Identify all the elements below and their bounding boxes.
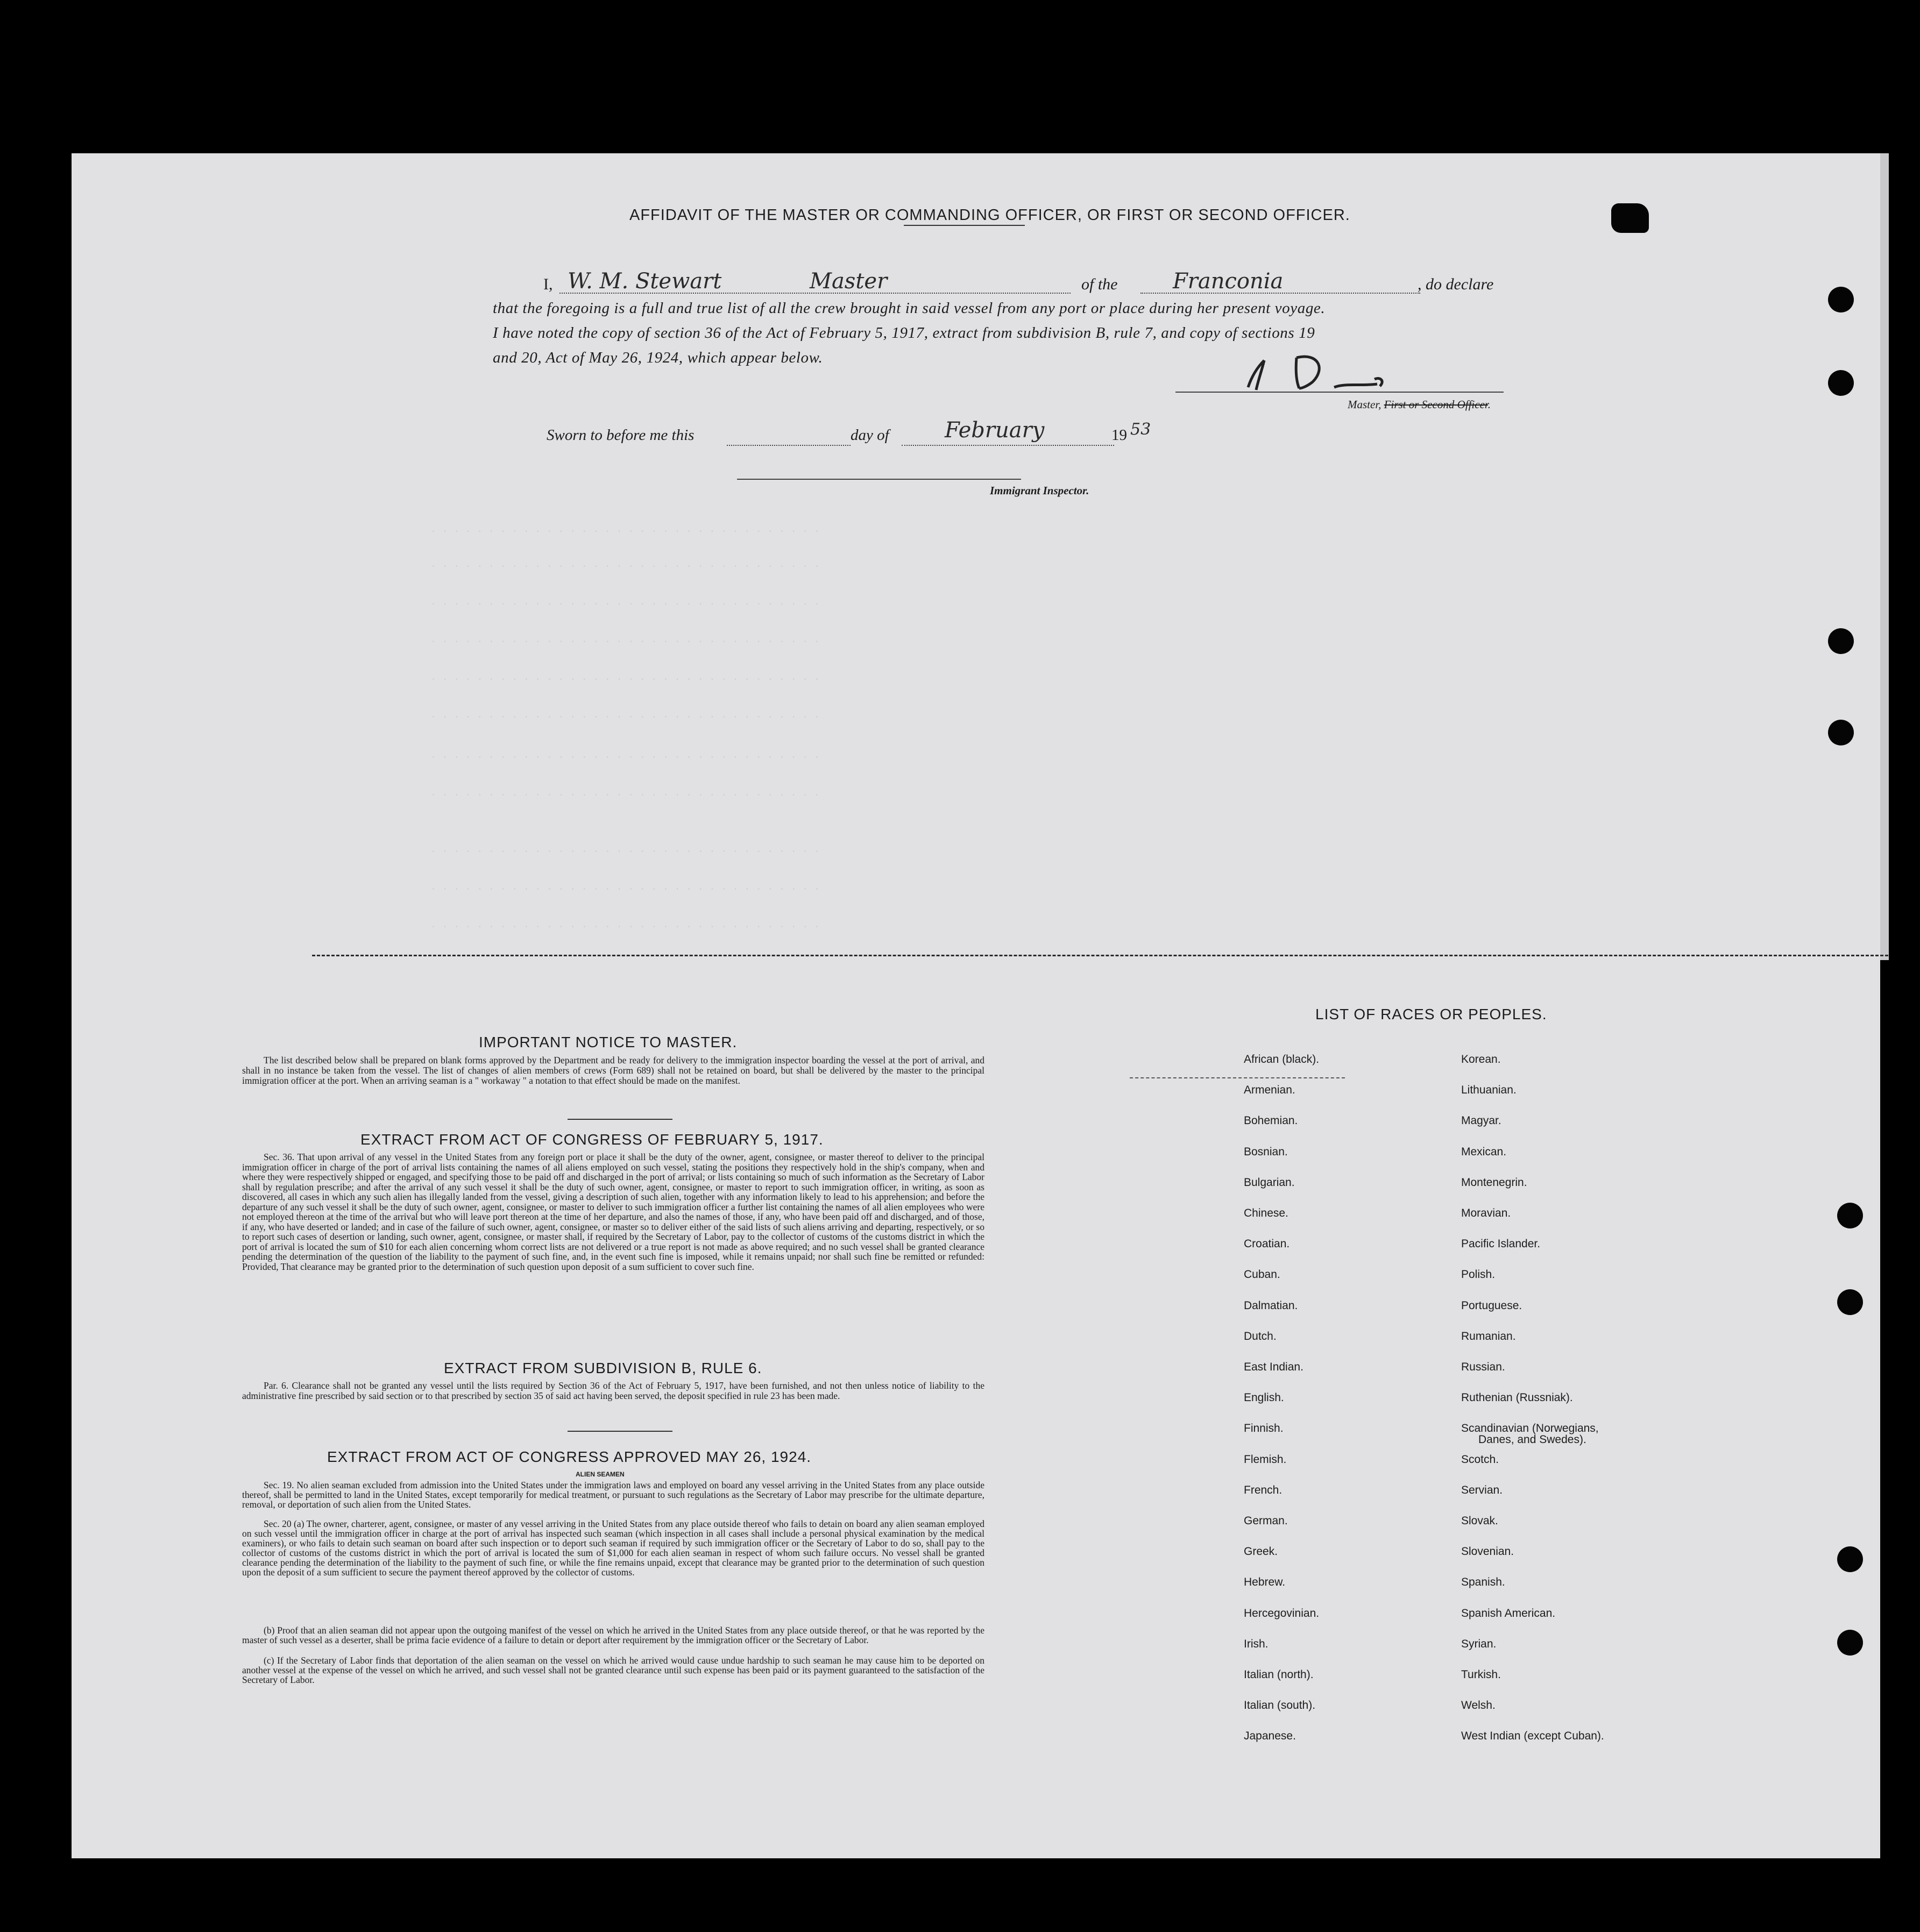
of-the-label: of the: [1081, 275, 1118, 293]
race-item: Lithuanian.: [1461, 1084, 1517, 1097]
punch-hole: [1837, 1630, 1863, 1656]
race-item: Pacific Islander.: [1461, 1238, 1541, 1251]
vessel-dotted-line: [1140, 293, 1420, 294]
bleed-through-row: . . . . . . . . . . . . . . . . . . . . . . . . . . . . . . . . . .: [430, 882, 820, 893]
fold-line: [312, 955, 1888, 957]
master-signature: [1232, 350, 1426, 398]
bleed-through-row: . . . . . . . . . . . . . . . . . . . . . . . . . . . . . . . . . .: [430, 559, 820, 570]
race-scandinavian-continued: Danes, and Swedes).: [1478, 1433, 1586, 1446]
bleed-through-row: . . . . . . . . . . . . . . . . . . . . . . . . . . . . . . . . . .: [430, 710, 820, 721]
sec-20c-body: (c) If the Secretary of Labor finds that deportation of the alien seaman on the vessel on which he arrived would cause undue hardship to such seaman he may cause him to be deported on another vessel at the expense of the vessel on which he arrived, and such vessel shall not be granted clearance until such expense has been paid or its payment guaranteed to the satisfaction of the Secretary of Labor.: [242, 1655, 984, 1685]
race-item: Rumanian.: [1461, 1330, 1516, 1343]
punch-hole: [1828, 628, 1854, 654]
bleed-through-row: . . . . . . . . . . . . . . . . . . . . . . . . . . . . . . . . . .: [430, 750, 820, 761]
punch-hole: [1828, 287, 1854, 312]
notice-title: IMPORTANT NOTICE TO MASTER.: [479, 1034, 738, 1050]
race-item: Servian.: [1461, 1483, 1503, 1496]
bleed-through-row: . . . . . . . . . . . . . . . . . . . . . . . . . . . . . . . . . .: [430, 920, 820, 931]
master-name: W. M. Stewart: [568, 269, 722, 294]
race-item: Bohemian.: [1244, 1114, 1298, 1127]
race-item: Bulgarian.: [1244, 1176, 1295, 1189]
affidavit-line2: that the foregoing is a full and true list of all the crew brought in said vessel from any port or place during her present voyage.: [493, 300, 1326, 317]
signature-line: [1175, 392, 1504, 393]
punch-hole: [1828, 370, 1854, 396]
affidavit-line3: I have noted the copy of section 36 of the Act of February 5, 1917, extract from subdivision B, rule 7, and copy of sections 19: [493, 324, 1315, 342]
sworn-line: [547, 418, 1192, 454]
race-item: Slovenian.: [1461, 1545, 1514, 1558]
race-item: French.: [1244, 1483, 1283, 1496]
sec-19-body: Sec. 19. No alien seaman excluded from admission into the United States under the immigration laws and employed on board any vessel arriving in the United States from any place outside thereof, shall be permitted to land in the United States, except temporarily for medical treatment, or pursuant to such regulations as the Secretary of Labor may prescribe for the ultimate departure, removal, or deportation of such alien from the United States.: [242, 1480, 984, 1510]
section-rule: [568, 1119, 672, 1120]
subdivision-b-body: Par. 6. Clearance shall not be granted any vessel until the lists required by Section 36 of the Act of February 5, 1917, have been furnished, and not then unless notice of liability to the administrative fine prescribed by said section or to that prescribed by section 35 of said act having been served, the deposit specified in rule 23 has been made.: [242, 1380, 984, 1401]
race-item: Croatian.: [1244, 1238, 1290, 1251]
race-item: Spanish American.: [1461, 1607, 1556, 1620]
race-item: Magyar.: [1461, 1114, 1501, 1127]
alien-seamen-subtitle: ALIEN SEAMEN: [576, 1471, 625, 1478]
race-item: Greek.: [1244, 1545, 1278, 1558]
inspector-label: Immigrant Inspector.: [990, 484, 1089, 497]
race-item: Spanish.: [1461, 1576, 1505, 1589]
affidavit-line4: and 20, Act of May 26, 1924, which appear below.: [493, 349, 823, 366]
race-item: Polish.: [1461, 1268, 1496, 1281]
sworn-day-dotted: [727, 445, 851, 446]
race-item: English.: [1244, 1391, 1284, 1404]
punch-hole: [1837, 1289, 1863, 1315]
race-item: Welsh.: [1461, 1699, 1496, 1712]
sworn-day-of: day of: [851, 427, 889, 444]
race-item: Slovak.: [1461, 1515, 1498, 1527]
sworn-month: February: [945, 418, 1045, 443]
race-item: Japanese.: [1244, 1730, 1296, 1743]
bleed-through-row: . . . . . . . . . . . . . . . . . . . . . . . . . . . . . . . . . .: [430, 672, 820, 683]
race-item: Turkish.: [1461, 1668, 1501, 1681]
manifest-page: [72, 153, 1880, 1858]
vessel-name: Franconia: [1173, 269, 1284, 294]
fold-line: [1130, 1077, 1345, 1078]
race-item: Dutch.: [1244, 1330, 1277, 1343]
bleed-through-row: . . . . . . . . . . . . . . . . . . . . . . . . . . . . . . . . . .: [430, 597, 820, 608]
race-item: Montenegrin.: [1461, 1176, 1527, 1189]
extract-1917-title: EXTRACT FROM ACT OF CONGRESS OF FEBRUARY 5, 1917.: [360, 1131, 824, 1148]
race-item: Scotch.: [1461, 1453, 1499, 1466]
signature-label-master: Master,: [1348, 398, 1381, 411]
sworn-year-prefix: 19: [1111, 427, 1127, 444]
race-item: Dalmatian.: [1244, 1299, 1298, 1312]
race-item: Hebrew.: [1244, 1576, 1286, 1589]
ink-blot: [1611, 203, 1649, 233]
race-item: Ruthenian (Russniak).: [1461, 1391, 1573, 1404]
signature-label-period: .: [1487, 398, 1491, 411]
page-edge: [1880, 153, 1889, 960]
sec-20b-body: (b) Proof that an alien seaman did not appear upon the outgoing manifest of the vessel on which he arrived in the United States from any place outside thereof, or that he was reported by the master of such vessel as a deserter, shall be prima facie evidence of a failure to detain or deport after requirement by the immigration officer or the Secretary of Labor.: [242, 1625, 984, 1645]
race-item: Russian.: [1461, 1361, 1505, 1373]
punch-hole: [1828, 720, 1854, 745]
race-item: Flemish.: [1244, 1453, 1287, 1466]
extract-1917-body: Sec. 36. That upon arrival of any vessel in the United States from any foreign port or place it shall be the duty of the owner, agent, consignee, or master thereof to deliver to the principal immigration officer in charge of the port of arrival lists containing the names of all aliens employed on such vessel, stating the positions they respectively hold in the ship's company, when and where they were respectively shipped or engaged, and specifying those to be paid off and discharged in the port of arrival; or lists containing so much of such information as the Secretary of Labor shall by regulation prescribe; and after the arrival of any such vessel it shall be the duty of such owner, agent, consignee, or master to report to such immigration officer, in writing, as soon as discovered, all cases in which any such alien has illegally landed from the vessel, giving a description of such alien, together with any information likely to lead to his apprehension; and before the departure of any such vessel it shall be the duty of such owner, agent, consignee, or master to deliver to such immigration officer a further list containing the names of all alien employees who were not employed thereon at the time of the arrival but who will leave port thereon at the time of her departure, and also the names of those, if any, who have been paid off and discharged, and of those, if any, who have deserted or landed; and in case of the failure of such owner, agent, consignee, or master so to deliver either of the said lists of such aliens arriving and departing, respectively, or so to report such cases of desertion or landing, such owner, agent, consignee, or master shall, if required by the Secretary of Labor, pay to the collector of customs of the customs district in which the port of arrival is located the sum of $10 for each alien concerning whom correct lists are not delivered or a true report is not made as above required; and no such vessel shall be granted clearance pending the determination of the question of the liability to the payment of such fine, and, in the event such fine is imposed, while it remains unpaid; nor shall such fine be remitted or refunded: Provided, That clearance may be granted prior to the determination of such question upon deposit of a sum sufficient to cover such fine.: [242, 1152, 984, 1272]
punch-hole: [1837, 1203, 1863, 1228]
race-item: Bosnian.: [1244, 1145, 1288, 1158]
declare-label: , do declare: [1418, 275, 1494, 293]
race-item: Finnish.: [1244, 1422, 1284, 1435]
signature-label: [1348, 398, 1491, 411]
sworn-prefix: Sworn to before me this: [547, 427, 695, 444]
race-item: Portuguese.: [1461, 1299, 1522, 1312]
notice-body: The list described below shall be prepared on blank forms approved by the Department and be ready for delivery to the immigration inspector boarding the vessel at the port of arrival, and shall in no instance be taken from the vessel. The list of changes of alien members of crews (Form 689) shall not be retained on board, but shall be delivered by the master to the principal immigration officer at the port. When an arriving seaman is a " workaway " a notation to that effect should be made on the manifest.: [242, 1055, 984, 1086]
race-item: Cuban.: [1244, 1268, 1280, 1281]
race-item: Syrian.: [1461, 1637, 1497, 1650]
races-title: LIST OF RACES OR PEOPLES.: [1315, 1006, 1547, 1022]
race-item: Hercegovinian.: [1244, 1607, 1320, 1620]
master-rank: Master: [810, 269, 888, 294]
subdivision-b-title: EXTRACT FROM SUBDIVISION B, RULE 6.: [444, 1360, 762, 1376]
race-item: Chinese.: [1244, 1207, 1288, 1219]
bleed-through-row: . . . . . . . . . . . . . . . . . . . . . . . . . . . . . . . . . .: [430, 788, 820, 799]
race-item: Irish.: [1244, 1637, 1269, 1650]
signature-label-struck: First or Second Officer: [1384, 398, 1488, 411]
affidavit-line1: [543, 269, 1517, 301]
sec-20a-body: Sec. 20 (a) The owner, charterer, agent, consignee, or master of any vessel arriving in the United States from any place outside thereof who fails to detain on board any alien seaman employed on such vessel until the immigration officer in charge at the port of arrival has inspected such seaman (which inspection in all cases shall include a personal physical examination by the medical examiners), or who fails to detain such seaman on board after such inspection or to deport such seaman if required by such immigration officer or the Secretary of Labor to do so, shall pay to the collector of customs of the customs district in which the port of arrival is located the sum of $1,000 for each alien seaman in respect of whom such failure occurs. No vessel shall be granted clearance pending the determination of the liability to the payment of such fine, or while the fine remains unpaid, except that clearance may be granted prior to the determination of such question upon the deposit of a sum sufficient to secure the payment thereof approved by the collector of customs.: [242, 1518, 984, 1578]
extract-1924-title: EXTRACT FROM ACT OF CONGRESS APPROVED MAY 26, 1924.: [327, 1448, 812, 1465]
race-item: Mexican.: [1461, 1145, 1507, 1158]
section-rule: [568, 1431, 672, 1432]
race-item: German.: [1244, 1515, 1288, 1527]
punch-hole: [1837, 1546, 1863, 1572]
bleed-through-row: . . . . . . . . . . . . . . . . . . . . . . . . . . . . . . . . . .: [430, 844, 820, 855]
bleed-through-row: . . . . . . . . . . . . . . . . . . . . . . . . . . . . . . . . . .: [430, 635, 820, 645]
race-item: West Indian (except Cuban).: [1461, 1730, 1604, 1743]
affidavit-prefix: I,: [543, 275, 553, 293]
name-dotted-line: [559, 293, 1071, 294]
race-item: Armenian.: [1244, 1084, 1295, 1097]
affidavit-title: AFFIDAVIT OF THE MASTER OR COMMANDING OFFICER, OR FIRST OR SECOND OFFICER.: [629, 207, 1350, 224]
race-item: Korean.: [1461, 1053, 1501, 1066]
bleed-through-row: . . . . . . . . . . . . . . . . . . . . . . . . . . . . . . . . . .: [430, 524, 820, 535]
race-item: Italian (south).: [1244, 1699, 1316, 1712]
sworn-year-suffix: 53: [1130, 420, 1151, 439]
race-item: Italian (north).: [1244, 1668, 1314, 1681]
race-item: East Indian.: [1244, 1361, 1303, 1373]
race-item: Scandinavian (Norwegians,: [1461, 1422, 1599, 1435]
sworn-month-dotted: [902, 445, 1114, 446]
race-item: African (black).: [1244, 1053, 1320, 1066]
title-rule: [904, 225, 1025, 226]
inspector-signature-line: [737, 479, 1021, 480]
race-item: Moravian.: [1461, 1207, 1511, 1219]
